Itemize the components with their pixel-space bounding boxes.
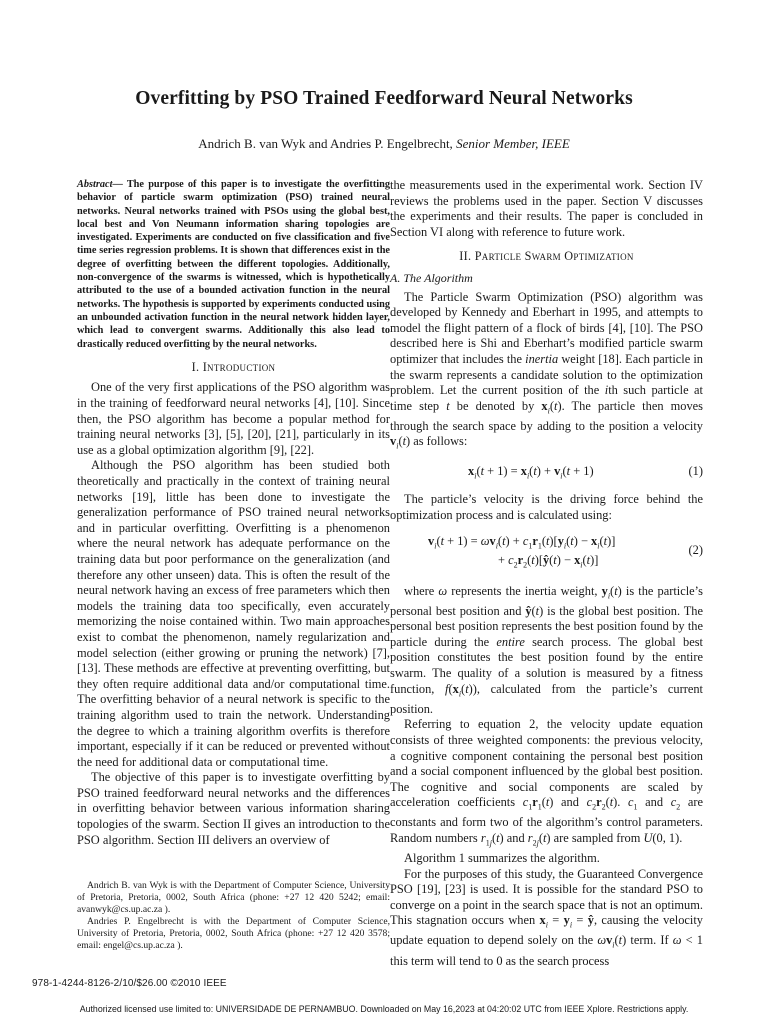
isbn-copyright: 978-1-4244-8126-2/10/$26.00 ©2010 IEEE [32, 978, 227, 989]
equation-1-body: $x_i(t + 1) = x_i(t) + v_i(t + 1)$ [468, 464, 594, 481]
author-role: Senior Member, IEEE [456, 136, 570, 151]
algorithm-summary: Algorithm 1 summarizes the algorithm. [404, 851, 600, 865]
abstract [77, 178, 390, 351]
equation-2-line-2: + $c_2r_2(t)[ŷ(t) - x_i(t)]$ [498, 552, 599, 570]
components-paragraph: Referring to equation 2, the velocity update equation consists of three weighted components: the previous velocity, a cognitive component containing the personal best position and a social component influenced by the global best position. The cognitive and social components are scaled by acceleration coefficients $c_1r_1(t)$ and $c_2r_2(t)$. $c_1$ and $c_2$ are constants and form two of the algorithm’s control parameters. Random numbers $r_{1j}(t)$ and $r_{2j}(t)$ are sampled from U(0, 1). [390, 717, 703, 848]
section-number: II. [459, 249, 472, 264]
section-heading-introduction [77, 360, 390, 376]
equation-2-number: (2) [688, 542, 703, 557]
gcpso-paragraph: For the purposes of this study, the Guaranteed Convergence PSO [19], [23] is used. It is possible for the standard PSO to converge on a point in the search space that is not an optimum. This stagnation occurs when $x_i = y_i$ = ŷ, causing the velocity update equation to depend solely on the $\omega v_i(t)$ term. If ω < 1 this term will tend to 0 as the search process [390, 866, 703, 968]
section-title: Particle Swarm Optimization [474, 249, 634, 264]
equation-2 [390, 534, 703, 572]
author-names: Andrich B. van Wyk and Andries P. Engelbrecht, [198, 136, 453, 151]
section-title: Introduction [202, 359, 276, 374]
algorithm-paragraph: The Particle Swarm Optimization (PSO) algorithm was developed by Kennedy and Eberhart in 1995, and attempts to model the flight pattern of a flock of birds [4], [10]. The PSO described here is Shi and Eberhart’s modified particle swarm optimizer that includes the inertia weight [18]. Each particle in the swarm represents a candidate solution to the optimization problem. Let the current position of the ith such particle at time step t be denoted by $x_i(t)$. The particle then moves through the search space by adding to the position a velocity $v_i(t)$ as follows: [390, 289, 703, 451]
equation-1-number: (1) [688, 464, 703, 479]
footnote-1: Andrich B. van Wyk is with the Department of Computer Science, University of Pretoria, Pretoria, 0002, South Africa (phone: +27 12 420 5242; email: avanwyk@cs.up.ac.za ). [77, 880, 390, 915]
intro-paragraph-3: The objective of this paper is to investigate overfitting by PSO trained feedforward neural networks and the differences in overfitting behavior between various information sharing topologies of the swarm. Section II gives an introduction to the PSO algorithm. Section III delivers an overview of [77, 770, 390, 847]
intro-paragraph-1: One of the very first applications of the PSO algorithm was in the training of feedforward neural networks [4], [10]. Since then, the PSO algorithm has become a popular method for training neural networks [3], [5], [20], [21], particularly in its use as a global optimization algorithm [9], [22]. [77, 380, 390, 457]
footnote-2: Andries P. Engelbrecht is with the Department of Computer Science, University of Pretoria, Pretoria, 0002, South Africa (phone: +27 12 420 3578; email: engel@cs.up.ac.za ). [77, 916, 390, 951]
velocity-paragraph: The particle’s velocity is the driving force behind the optimization process and is calculated using: [390, 492, 703, 523]
equation-2-line-1: $v_i(t + 1) = \omega v_i(t) + c_1r_1(t)[y_i(t) - x_i(t)]$ [428, 533, 616, 551]
abstract-label: Abstract [77, 179, 113, 190]
intro-paragraph-2: Although the PSO algorithm has been studied both theoretically and practically in the context of training neural networks [19], little has been done to investigate the generalization performance of PSO trained neural networks and in particular overfitting. Overfitting is a phenomenon where the neural network has adequate performance on the training data but poor performance on the generalization (and therefore any other unseen) data. This is often the result of the neural network having an excess of free parameters which then models the training data too specifically, even accurately memorizing the noise contained within. Two main approaches exist to combat the phenomenon, namely regularization and model selection (either growing or pruning the network) [7], [13]. These methods are effective at preventing overfitting, but they often require additional data and/or computational time. The overfitting behavior of a neural network is specific to the training algorithm used to train the network. Understanding the degree to which a training algorithm overfits is therefore important, especially if it can be reduced or prevented without the need for additional data or computational time. [77, 458, 390, 769]
section-heading-pso [390, 249, 703, 265]
section-number: I. [191, 359, 200, 374]
where-paragraph: where ω represents the inertia weight, $y_i(t)$ is the particle’s personal best position and ŷ(t) is the global best position. The personal best position represents the best position found by the particle during the entire search process. The global best position constitutes the best position found by the entire swarm. The quality of a solution is measured by a fitness function, $f(x_i(t))$, calculated from the particle’s current position. [390, 583, 703, 716]
license-notice: Authorized licensed use limited to: UNIVERSIDADE DE PERNAMBUO. Downloaded on May 16,2023 at 04:20:02 UTC from IEEE Xplore. Restrictions apply. [79, 1004, 689, 1014]
author-line [0, 136, 768, 152]
right-column [390, 178, 703, 969]
author-footnotes [77, 880, 390, 952]
equation-1 [390, 464, 703, 482]
abstract-text: — The purpose of this paper is to investigate the overfitting behavior of particle swarm optimization (PSO) trained neural networks. Neural networks trained with PSOs using the global best, local best and Von Neumann information sharing topologies are investigated. Experiments are conducted on five classification and five time series regression problems. It is shown that differences exist in the degree of overfitting between the different topologies. Additionally, non-convergence of the swarms is witnessed, which is hypothetically attributed to the use of a bounded activation function in the neural networks. The hypothesis is supported by experiments conducted using an unbounded activation function in the neural network hidden layer, which lead to convergent swarms. Additionally this also lead to drastically reduced overfitting by the neural networks. [77, 179, 390, 350]
intro-continuation: the measurements used in the experimental work. Section IV reviews the problems used in the paper. Section V discusses the experiments and their results. The paper is concluded in Section VI along with reference to future work. [390, 178, 703, 239]
subsection-heading: A. The Algorithm [390, 270, 473, 285]
paper-title: Overfitting by PSO Trained Feedforward Neural Networks [135, 88, 633, 109]
left-column [77, 178, 390, 848]
